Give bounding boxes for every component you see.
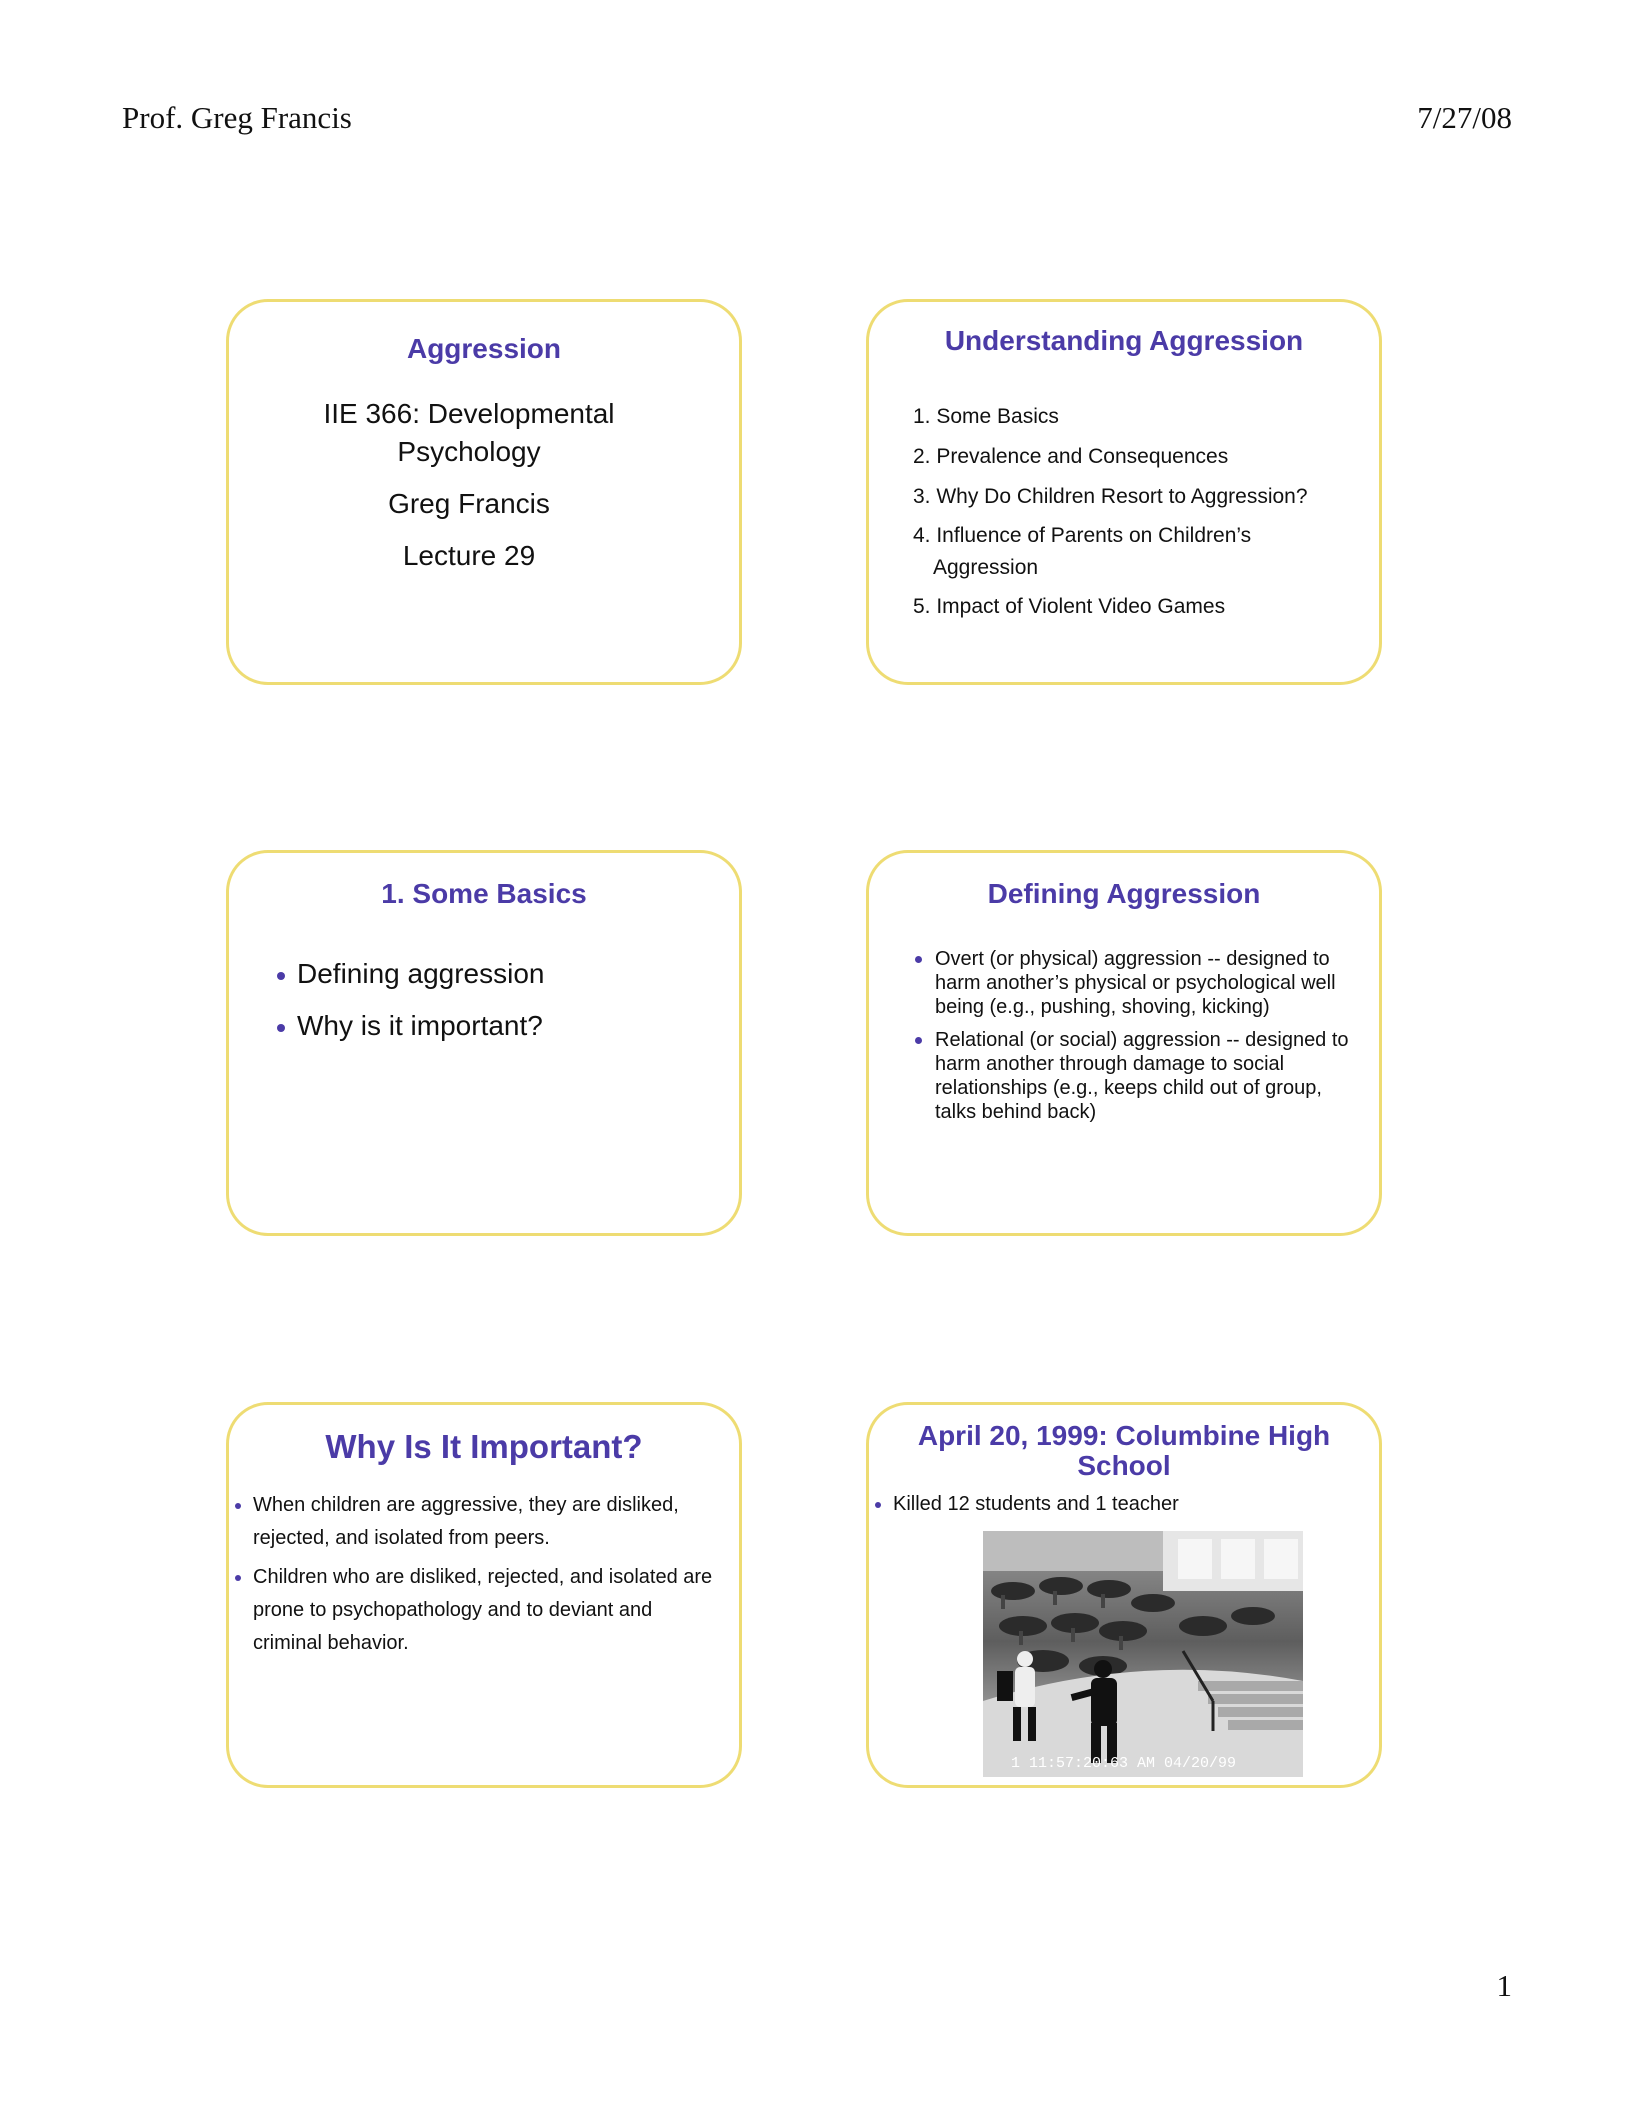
outline-item: 1. Some Basics (913, 405, 1059, 428)
camera-timestamp: 1 11:57:20:63 AM 04/20/99 (1011, 1755, 1237, 1772)
slide-title: Why Is It Important? (325, 1428, 643, 1465)
cafeteria-scene-image (983, 1531, 1303, 1777)
bullet-item (275, 1005, 723, 1047)
bullet-item (275, 953, 723, 995)
slide-title: April 20, 1999: Columbine High School (917, 1420, 1331, 1481)
slide-title: Defining Aggression (987, 878, 1261, 909)
slide-understanding-aggression (866, 299, 1382, 685)
bullet-item (233, 1561, 725, 1660)
bullet-text: Killed 12 students and 1 teacher (893, 1493, 1179, 1515)
bullet-text: Relational (or social) aggression -- designed to harm another through damage to social relationships (e.g., keeps child out of group, talks behind back) (935, 1029, 1349, 1123)
header-author: Prof. Greg Francis (122, 100, 352, 135)
bullet-item (913, 947, 1349, 1019)
bullet-dot-icon (875, 1502, 881, 1508)
bullet-dot-icon (915, 1037, 922, 1044)
page-number: 1 (1496, 1968, 1512, 2003)
security-camera-photo (983, 1531, 1303, 1777)
slide-aggression (226, 299, 742, 685)
outline-item: 3. Why Do Children Resort to Aggression? (913, 485, 1308, 508)
slide-defining-aggression (866, 850, 1382, 1236)
slide-some-basics (226, 850, 742, 1236)
bullet-item (873, 1489, 1365, 1519)
bullet-dot-icon (277, 1024, 285, 1032)
slide-title: Understanding Aggression (944, 325, 1304, 356)
outline-item: 5. Impact of Violent Video Games (913, 595, 1226, 618)
bullet-list (233, 1489, 725, 1660)
outline-list (913, 400, 1363, 630)
bullet-dot-icon (915, 956, 922, 963)
bullet-item (913, 1028, 1349, 1124)
bullet-text: Defining aggression (297, 958, 545, 989)
bullet-list (873, 1489, 1365, 1519)
outline-item: 2. Prevalence and Consequences (913, 445, 1229, 468)
bullet-text: When children are aggressive, they are disliked, rejected, and isolated from peers. (253, 1494, 679, 1549)
outline-item-line: 4. Influence of Parents on Children’s (913, 524, 1252, 547)
lecture-number: Lecture 29 (402, 540, 536, 571)
slide-title: Aggression (406, 333, 562, 364)
bullet-text: Why is it important? (297, 1010, 543, 1041)
bullet-text: Overt (or physical) aggression -- designed to harm another’s physical or psychological well being (e.g., pushing, shoving, kicking) (935, 948, 1336, 1018)
header-date: 7/27/08 (1417, 100, 1512, 135)
bullet-dot-icon (235, 1575, 241, 1581)
course-line-2: Psychology (397, 436, 541, 467)
course-line-1: IIE 366: Developmental (323, 398, 615, 429)
bullet-dot-icon (235, 1503, 241, 1509)
instructor-name: Greg Francis (388, 488, 550, 519)
slide-title: 1. Some Basics (381, 878, 587, 909)
slide-subtitle-lines (229, 392, 709, 578)
outline-item-line: Aggression (933, 556, 1039, 579)
slide-columbine (866, 1402, 1382, 1788)
bullet-list (275, 953, 723, 1047)
bullet-item (233, 1489, 725, 1555)
bullet-list (913, 947, 1349, 1124)
bullet-text: Children who are disliked, rejected, and isolated are prone to psychopathology and to deviant and criminal behavior. (253, 1566, 713, 1654)
slide-why-important (226, 1402, 742, 1788)
outline-item (913, 520, 1363, 584)
bullet-dot-icon (277, 972, 285, 980)
